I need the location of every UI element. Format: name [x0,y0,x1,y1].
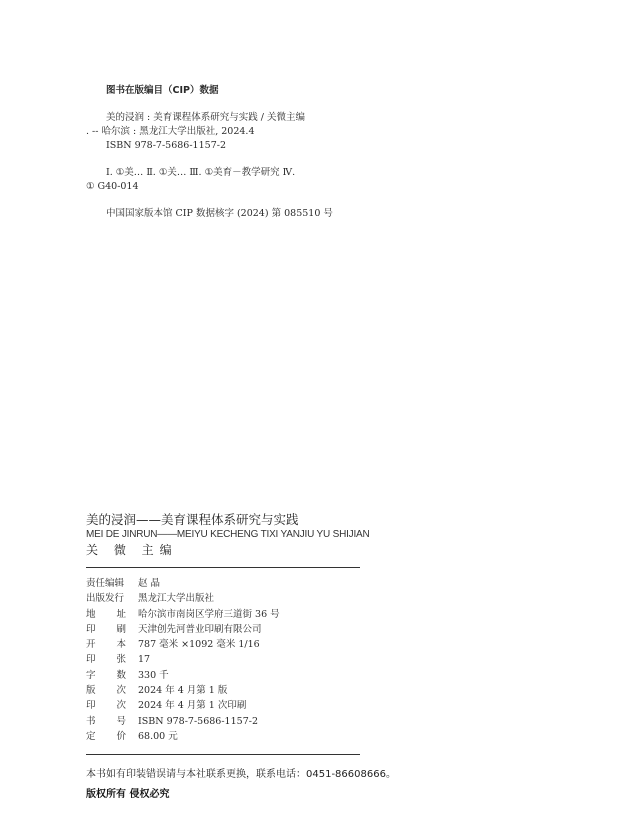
info-row [86,683,466,698]
copyright-notice: 版权所有 侵权必究 [86,789,170,800]
info-value: 787 毫米 ×1092 毫米 1/16 [138,639,260,651]
info-label: 印刷 [86,623,126,635]
info-label: 责任编辑 [86,578,125,589]
publication-details [86,576,466,744]
info-value: ISBN 978-7-5686-1157-2 [138,715,258,727]
info-row [86,607,466,622]
cip-title-line: 美的浸润 : 美育课程体系研究与实践 / 关微主编 [106,112,305,123]
info-row [86,714,466,729]
info-value: 17 [138,654,151,666]
info-row [86,591,466,606]
info-value: 赵 晶 [138,578,161,589]
info-row [86,668,466,683]
info-label: 印次 [86,700,126,712]
info-row [86,622,466,637]
cip-heading: 图书在版编目（CIP）数据 [106,85,219,96]
info-label: 字数 [86,669,126,681]
info-value: 2024 年 4 月第 1 次印刷 [138,700,247,712]
info-label: 地址 [86,608,126,620]
info-value: 68.00 元 [138,730,178,742]
divider-top [86,567,360,568]
cip-block [86,84,546,221]
book-title-pinyin: MEI DE JINRUN——MEIYU KECHENG TIXI YANJIU YU SHIJIAN [86,529,370,540]
info-row [86,729,466,744]
info-row [86,652,466,667]
info-value: 哈尔滨市南岗区学府三道街 36 号 [138,608,280,620]
info-value: 2024 年 4 月第 1 版 [138,685,228,697]
info-label: 版次 [86,685,126,697]
replacement-notice: 本书如有印装错误请与本社联系更换，联系电话：0451-86608666。 [86,769,396,780]
info-label: 定价 [86,730,126,742]
info-row [86,698,466,713]
info-value: 天津创先河普业印刷有限公司 [138,623,262,635]
cip-classification-code: ① G40-014 [86,181,139,192]
info-row [86,637,466,652]
book-info-block [86,512,466,755]
book-author: 关 微 主编 [86,543,178,557]
cip-isbn-line: ISBN 978-7-5686-1157-2 [106,140,226,151]
info-label: 出版发行 [86,593,125,605]
info-label: 开本 [86,639,126,651]
info-value: 330 千 [138,669,169,681]
cip-record-number: 中国国家版本馆 CIP 数据核字 (2024) 第 085510 号 [106,208,333,219]
info-row [86,576,466,591]
info-label: 书号 [86,715,126,727]
divider-bottom [86,754,360,755]
cip-publisher-line: . -- 哈尔滨 : 黑龙江大学出版社, 2024.4 [86,126,255,137]
book-title: 美的浸润——美育课程体系研究与实践 [86,512,299,527]
info-label: 印张 [86,654,126,666]
cip-classification-line: Ⅰ. ①美… Ⅱ. ①关… Ⅲ. ①美育－教学研究 Ⅳ. [106,167,296,178]
info-value: 黑龙江大学出版社 [138,593,215,605]
